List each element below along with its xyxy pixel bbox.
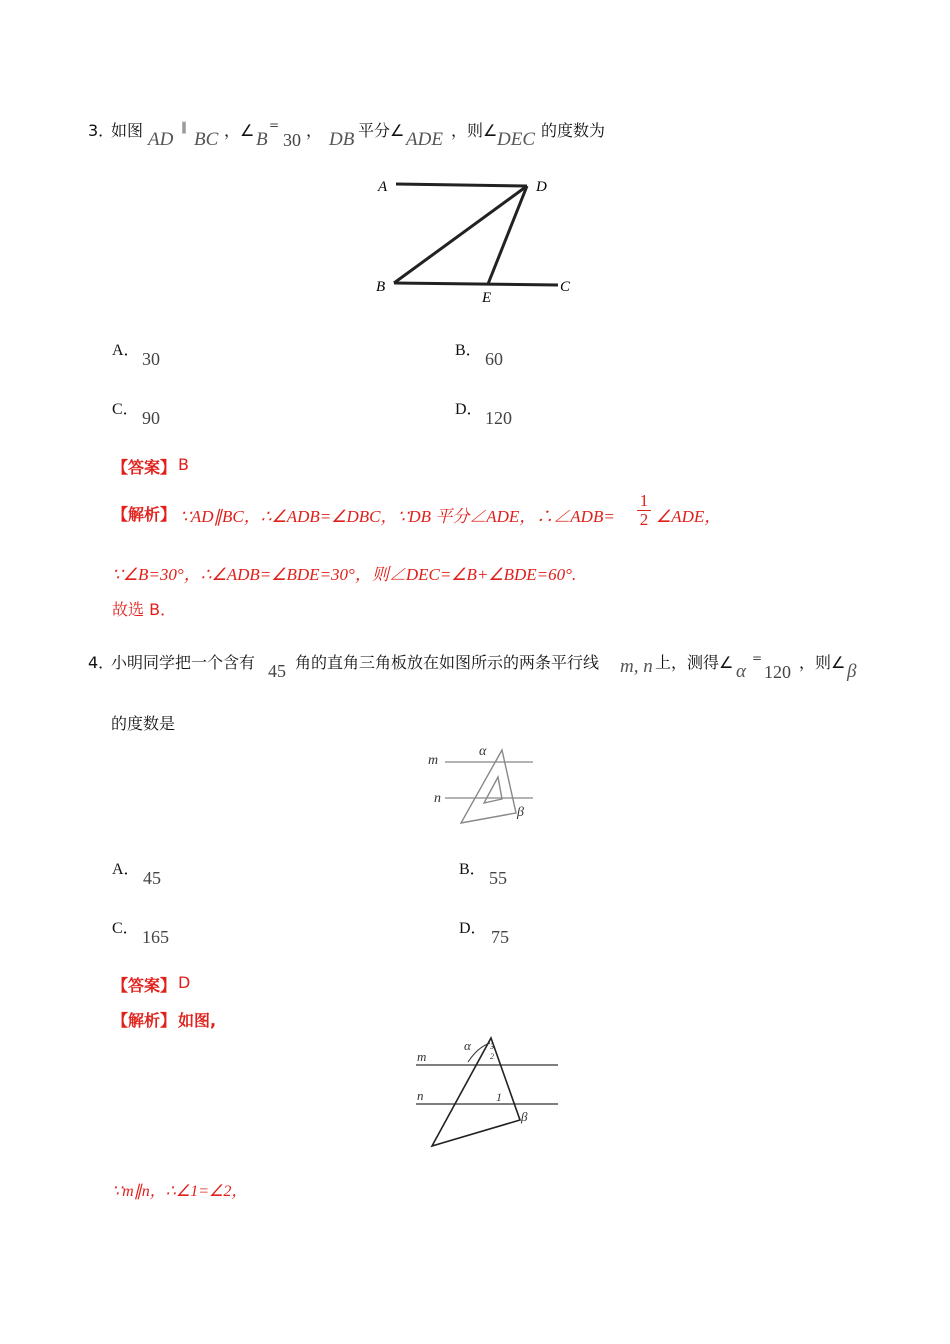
fraction xyxy=(637,492,651,529)
fraction-denominator: 2 xyxy=(637,510,651,529)
point-label-b: B xyxy=(376,279,386,295)
point-label-a: A xyxy=(378,179,388,195)
angle-label-alpha: α xyxy=(479,744,487,759)
question-text: 小明同学把一个含有 xyxy=(111,653,256,672)
question-number: 4． xyxy=(88,653,115,672)
math-segment: BC xyxy=(194,129,219,150)
option-b-value[interactable]: 60 xyxy=(485,349,503,369)
question-text: ，则∠ xyxy=(799,653,846,672)
analysis-tag: 【解析】 xyxy=(112,1011,177,1030)
option-b-value[interactable]: 55 xyxy=(489,868,507,888)
math-segment: DB xyxy=(329,129,355,150)
option-b-letter[interactable]: B． xyxy=(455,342,482,359)
analysis-conclusion: 故选 B． xyxy=(112,600,177,619)
question-text: 的度数为 xyxy=(541,121,606,140)
fraction-numerator: 1 xyxy=(639,491,649,510)
question-number: 3． xyxy=(88,121,115,140)
math-angle: α xyxy=(736,661,746,682)
question-text: ，则∠ xyxy=(451,121,498,140)
question-text: 平分∠ xyxy=(358,121,405,140)
math-value: 45 xyxy=(268,661,286,681)
line-label-m: m xyxy=(417,1049,427,1064)
angle-label-beta: β xyxy=(517,805,524,820)
analysis-line: 如图, xyxy=(178,1011,217,1030)
option-d-letter[interactable]: D． xyxy=(455,401,483,418)
figure-triangle-ruler xyxy=(420,737,545,829)
point-label-e: E xyxy=(482,290,492,305)
option-c-value[interactable]: 90 xyxy=(142,408,160,428)
option-a-value[interactable]: 45 xyxy=(143,868,161,888)
point-label-d: D xyxy=(536,179,547,195)
line-label-n: n xyxy=(434,791,441,806)
math-segment: m, n xyxy=(620,656,653,677)
math-segment: B xyxy=(256,129,268,150)
option-b-letter[interactable]: B． xyxy=(459,861,486,878)
math-segment: DEC xyxy=(497,129,535,150)
analysis-tag: 【解析】 xyxy=(112,505,177,524)
option-c-value[interactable]: 165 xyxy=(142,927,169,947)
analysis-line: ∠ADE， xyxy=(656,507,722,526)
option-d-letter[interactable]: D． xyxy=(459,920,487,937)
option-a-letter[interactable]: A． xyxy=(112,861,140,878)
option-c-letter[interactable]: C． xyxy=(112,920,139,937)
angle-label-3: 3 xyxy=(490,1042,494,1051)
option-d-value[interactable]: 75 xyxy=(491,927,509,947)
question-text: 上，测得∠ xyxy=(655,653,734,672)
equals-symbol: = xyxy=(752,651,763,665)
math-value: 120 xyxy=(764,662,791,682)
math-value: 30 xyxy=(283,130,301,150)
angle-label-2: 2 xyxy=(490,1052,494,1061)
equals-symbol: = xyxy=(269,118,280,132)
option-a-value[interactable]: 30 xyxy=(142,349,160,369)
analysis-line: ∵∠B=30°，∴∠ADB=∠BDE=30°，则∠DEC=∠B+∠BDE=60°. xyxy=(112,565,577,584)
answer-tag: 【答案】 xyxy=(112,976,177,995)
math-segment: ADE xyxy=(406,129,443,150)
angle-label-beta: β xyxy=(521,1109,528,1124)
angle-label-alpha: α xyxy=(464,1038,471,1053)
math-angle: β xyxy=(847,661,857,682)
question-text: ， xyxy=(306,121,323,140)
angle-label-1: 1 xyxy=(496,1090,502,1104)
analysis-line: ∵m∥n，∴∠1=∠2， xyxy=(112,1183,248,1200)
question-text: 角的直角三角板放在如图所示的两条平行线 xyxy=(295,653,600,672)
question-text: ，∠ xyxy=(224,121,255,140)
option-a-letter[interactable]: A． xyxy=(112,342,140,359)
option-d-value[interactable]: 120 xyxy=(485,408,512,428)
answer-value: B xyxy=(178,455,189,474)
figure-solution-diagram xyxy=(408,1033,563,1153)
answer-tag: 【答案】 xyxy=(112,458,177,477)
math-segment: AD xyxy=(148,129,174,150)
question-text: 的度数是 xyxy=(111,714,176,733)
figure-parallel-lines xyxy=(370,170,580,305)
line-label-n: n xyxy=(417,1088,424,1103)
analysis-line: ∵AD∥BC，∴∠ADB=∠DBC，∵DB 平分∠ADE，∴∠ADB= xyxy=(180,507,615,526)
point-label-c: C xyxy=(560,279,571,295)
option-c-letter[interactable]: C． xyxy=(112,401,139,418)
answer-value: D xyxy=(178,973,191,992)
parallel-symbol: ∥ xyxy=(181,120,187,134)
question-text: 如图 xyxy=(111,121,144,140)
line-label-m: m xyxy=(428,753,439,768)
